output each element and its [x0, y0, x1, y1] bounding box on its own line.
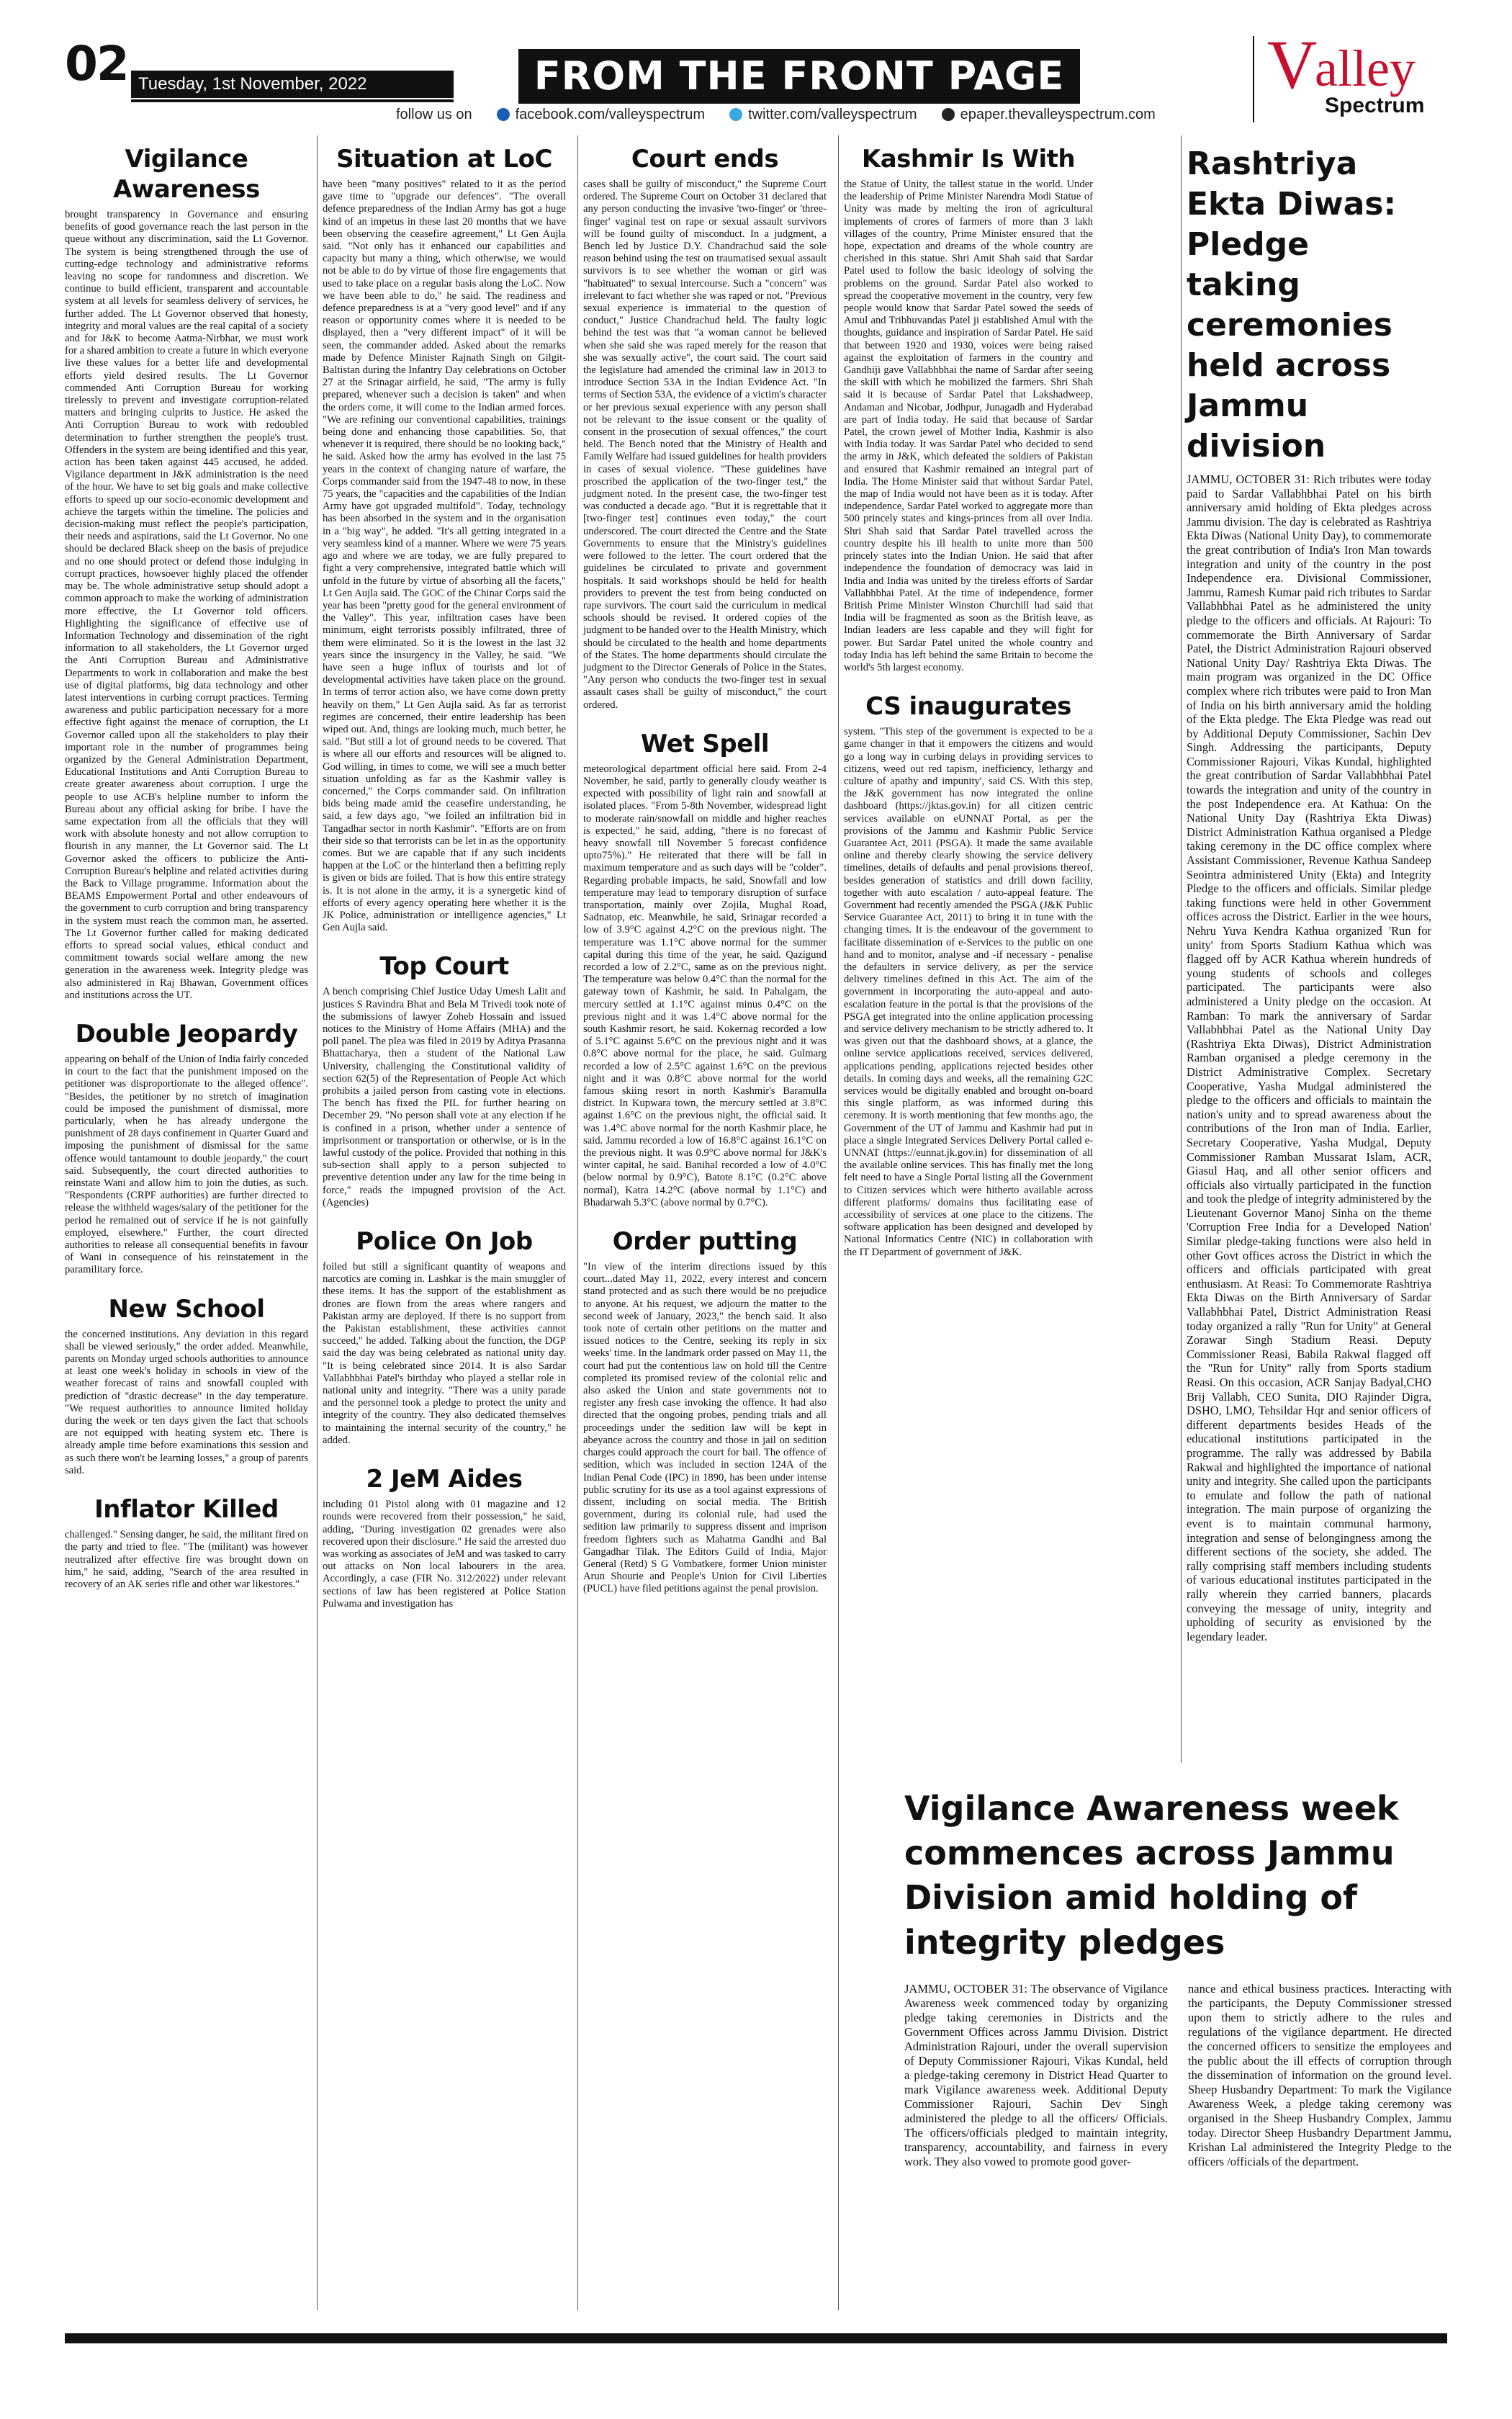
headline-inflator-killed: Inflator Killed	[94, 1495, 279, 1525]
logo-v: V	[1267, 26, 1318, 103]
epaper-icon	[942, 108, 955, 121]
headline-court-ends: Court ends	[631, 145, 779, 174]
newspaper-logo	[1253, 26, 1447, 130]
column-5	[1187, 144, 1431, 1643]
column-divider	[317, 135, 318, 2310]
column-1	[65, 144, 308, 1591]
article-inflator-killed: challenged." Sensing danger, he said, the militant fired on the party and tried to flee. "The (militant) was however neutralized after effective fire was brought down on him," he said, adding, "Search of the area resulted in recovery of an AK series rifle and other war likestores."	[65, 1529, 308, 1590]
column-3	[583, 144, 827, 1596]
logo-divider	[1253, 36, 1254, 122]
facebook-text: facebook.com/valleyspectrum	[515, 106, 706, 122]
headline-new-school: New School	[108, 1294, 265, 1324]
column-2	[323, 144, 566, 1610]
column-divider	[1181, 135, 1182, 1763]
headline-police-on-job: Police On Job	[356, 1227, 533, 1257]
headline-vigilance-awareness: Vigilance Awareness	[113, 145, 260, 204]
twitter-link[interactable]	[729, 107, 917, 123]
column-4	[844, 144, 1093, 1259]
article-vigilance-awareness: brought transparency in Governance and ensuring benefits of good governance reach the last person in the queue without any discrimination, said the Lt Governor. The system is being strengthened through the use of cutting-edge technology and administrative reforms leaving no scope for randomness and discretion. We continue to build efficient, transparent and accountable system at all levels for seamless delivery of services, he further added. The Lt Governor observed that honesty, integrity and moral values are the real capital of a society and for J&K to become Aatma-Nirbhar, we must work for a shared ambition to create a future in which everyone live these values for a better life and developmental efforts yield desired results. The Lt Governor commended Anti Corruption Bureau for working tirelessly to prevent and investigate corruption-related matters and bringing culprits to Justice. He asked the Anti Corruption Bureau to work with redoubled determination to further strengthen the people's trust. Offenders in the system are being identified and this year, action has been taken against 445 accused, he added. Vigilance department in J&K administration is the need of the hour. We have to set big goals and make collective efforts to speed up our socio-economic development and achieve the targets within the timeline. The policies and decision-making must reflect the people's participation, their needs and aspirations, said the Lt Governor. No one should be declared Black sheep on the basis of prejudice and no one should protect or defend those indulging in corrupt practices, howsoever highly placed the offender may be. The whole administrative setup should adopt a common approach to make the working of administration more effective, the Lt Governor told officers. Highlighting the significance of effective use of Information Technology and dissemination of the right information to all stakeholders, the Lt Governor urged the Anti Corruption Bureau and Administrative Departments to work in collaboration and make the best use of digital platforms, big data technology and other latest interventions in curbing corrupt practices. Terming awareness and public participation necessary for a more effective fight against the menace of corruption, the Lt Governor called upon all the stakeholders to play their important role in the number of programmes being organized by the General Administration Department, Educational Institutions and Anti Corruption Bureau to create greater awareness about corruption. I urge the people to use ACB's helpline number to inform the Bureau about any official asking for bribe. I have the same expectation from all the officials that they will work with absolute honesty and not allow corruption to flourish in any manner, the Lt Governor said. The Lt Governor asked the officers to publicize the Anti-Corruption Bureau's helpline and related activities during the Back to Village programme. Information about the BEAMS Empowerment Portal and other endeavours of the government to curb corruption and bring transparency in the system must reach the common man, he asserted. The Lt Governor further called for making dedicated efforts to spread social values, ethical conduct and commitment towards social welfare among the new generation in the awareness week. Integrity pledge was also administered in Raj Bhawan, Government offices and institutions across the UT.	[65, 209, 308, 1001]
masthead	[65, 26, 1447, 130]
headline-kashmir-is-with: Kashmir Is With	[861, 145, 1076, 174]
article-cs-inaugurates: system. "This step of the government is expected to be a game changer in that it empowers the citizens and would go a long way in curbing delays in providing services to citizens, weed out red tapism, inefficiency, lethargy and culture of apathy and impunity', said CS. With this step, the J&K government has now integrated the online dashboard (https://jktas.gov.in) for all citizen centric services available on eUNNAT Portal, as per the provisions of the Jammu and Kashmir Public Service Guarantee Act, 2011 (PSGA). It made the same available online and thereby clearly showing the service delivery timelines, details of defaults and penal provisions thereof, besides generation of statistics and drill down facility, together with auto escalation / auto-appeal feature. The Government had recently amended the PSGA (J&K Public Service Guarantee Act, 2011) to bring it in tune with the changing times. It is the endeavour of the government to facilitate dissemination of e-Services to the public on one hand and to monitor, analyse and -if necessary - penalise the defaulters in service delivery, as per the service delivery timelines defined in this Act. The aim of the government in incorporating the auto-appeal and auto-escalation feature in the portal is that the provisions of the PSGA get integrated into the online application processing and service delivery mechanism to be strictly adhered to. It was given out that the dashboard shows, at a glance, the online service applications received, services delivered, applications pending, applications rejected besides other details. In coming days and weeks, all the remaining G2C services would be digitally enabled and brought on-board this single platform, as was informed during this ceremony. It is worth mentioning that few months ago, the Government of the UT of Jammu and Kashmir had put in place a single Integrated Services Delivery Portal called e-UNNAT (https://eunnat.jk.gov.in) for dissemination of all the available online services. This has finally met the long felt need to have a Single Portal listing all the Government to Citizen services which were hitherto available across different platforms/ domains thus facilitating ease of accessibility of services at one place to the citizens. The software application has been designed and developed by National Informatics Centre (NIC) in collaboration with the IT Department of government of J&K.	[844, 726, 1093, 1258]
headline-double-jeopardy: Double Jeopardy	[75, 1020, 298, 1049]
twitter-text: twitter.com/valleyspectrum	[748, 106, 917, 122]
headline-cs-inaugurates: CS inaugurates	[865, 692, 1071, 722]
article-jem-aides: including 01 Pistol along with 01 magazine and 12 rounds were recovered from their possession," he said, adding, "During investigation 02 grenades were also recovered upon their disclosure." He said the arrested duo was working as associates of JeM and was tasked to carry out attacks on Non local labourers in the area. Accordingly, a case (FIR No. 312/2022) under relevant sections of law has been registered at Police Station Pulwama and investigation has	[323, 1499, 566, 1610]
section-title: FROM THE FRONT PAGE	[518, 49, 1080, 104]
headline-situation-at-loc: Situation at LoC	[336, 145, 552, 174]
article-police-on-job: foiled but still a significant quantity of weapons and narcotics are coming in. Lashkar is the main smuggler of these items. It has the support of the establishment as drones are flown from the areas where rangers and Pakistan army are deployed. If there is no support from the Pakistan establishment, these activities cannot succeed," he added. Talking about the function, the DGP said the day was being celebrated as national unity day. "It is being celebrated since 2014. It is also Sardar Vallabhbhai Patel's birthday who played a stellar role in national unity and integrity. "There was a unity parade and the personnel took a pledge to protect the unity and integrity of the country. They also dedicated themselves to maintaining the internal security of the country," he added.	[323, 1261, 566, 1446]
headline-rashtriya-ekta-diwas: Rashtriya Ekta Diwas: Pledge taking ceremonies held across Jammu division	[1187, 145, 1397, 464]
article-rashtriya-ekta-diwas: JAMMU, OCTOBER 31: Rich tributes were today paid to Sardar Vallabhbhai Patel on his birth anniversary amid holding of Ekta pledges across Jammu division. The day is celebrated as Rashtriya Ekta Diwas (National Unity Day), to commemorate the great contribution of India's Iron Man towards integration and unity of the country in the post Independence era. Divisional Commissioner, Jammu, Ramesh Kumar paid rich tributes to Sardar Vallabhbhai Patel as he administered the unity pledge to the officers and officials. At Rajouri: To commemorate the Birth Anniversary of Sardar Patel, the District Administration Rajouri observed National Unity Day/ Rashtriya Ekta Diwas. The main program was organized in the DC Office complex where rich tributes were paid to Iron Man of India on his birth anniversary amid the holding of the Ekta pledge. The Ekta Pledge was read out by Additional Deputy Commissioner, Sachin Dev Singh. Addressing the participants, Deputy Commissioner Rajouri, Vikas Kundal, highlighted the great contribution of Sardar Vallabhbhai Patel towards the integration and unity of the country in the post Independence era. At Kathua: On the National Unity Day (Rashtriya Ekta Diwas) District Administration Kathua organised a Pledge taking ceremony in the DC office complex where Assistant Commissioner, Revenue Kathua Sandeep Seointra administered Unity (Ekta) and Integrity Pledge to the officers and officials. Similar pledge taking functions were held in other Government offices across the District. Earlier in the wee hours, Nehru Yuva Kendra Kathua organized 'Run for unity' from Sports Stadium Kathua which was flagged off by ACR Kathua wherein hundreds of young students of schools and colleges participated. The participants were also administered a Unity pledge on the occasion. At Ramban: To mark the anniversary of Sardar Vallabhbhai Patel as the National Unity Day (Rashtriya Ekta Diwas), District Administration Ramban organised a pledge ceremony in the District Administrative Complex. Secretary Cooperative, Yasha Mudgal administered the pledge to the officers and officials to maintain the nation's unity and to spread awareness about the contributions of the Iron man of India. Earlier, Secretary Cooperative, Yasha Mudgal, Deputy Commissioner Ramban Mussarat Islam, ACR, Giasul Haq, and all other senior officers and officials also virtually participated in the function and took the pledge of integrity administered by the Lieutenant Governor Manoj Sinha on the theme 'Corruption Free India for a Developed Nation' Similar pledge-taking functions were also held in other Govt offices across the District in which the officers and officials participated with great enthusiasm. At Reasi: To Commemorate Rashtriya Ekta Diwas on the Birth Anniversary of Sardar Vallabhbhai Patel, District Administration Reasi today organized a rally "Run for Unity" at General Zorawar Singh Stadium Reasi. Deputy Commissioner Reasi, Babila Rakwal flagged off the "Run for Unity" rally from Sports stadium Reasi. On this occasion, ACR Sanjay Badyal,CHO Brij Vallabh, CEO Sunita, DIO Rajinder Digra, DSHO, LMO, Tehsildar Hqr and senior officers of different departments besides Heads of the educational institutions participated in the programme. The rally was addressed by Babila Rakwal and highlighted the importance of national unity and integrity. She called upon the participants to emulate and follow the path of national integration. The main purpose of organizing the event is to maintain communal harmony, integration and sense of belongingness among the different sections of the society, she added. The rally comprising staff members including students of various educational institutes participated in the rally wherein they carried banners, placards conveying the message of unity, integrity and upholding of security as envisioned by the legendary leader.	[1187, 472, 1431, 1643]
article-double-jeopardy: appearing on behalf of the Union of India fairly conceded in court to the fact that the punishment imposed on the petitioner was disproportionate to the alleged offence". "Besides, the petitioner by no stretch of imagination could be imposed the punishment of dismissal, more particularly, when he has already undergone the punishment of 28 days confinement in Quarter Guard and imposing the punishment of dismissal for the same offence would tantamount to double jeopardy," the court said. Subsequently, the court directed authorities to reinstate Wani and allow him to join the duties, as such. "Respondents (CRPF authorities) are further directed to release the withheld wages/salary of the petitioner for the period he remained out of service if he is not gainfully employed, elsewhere." Further, the court directed authorities to release all consequential benefits in favour of Wani in consequence of his reinstatement in the paramilitary force.	[65, 1054, 308, 1276]
article-vigilance-week	[904, 1982, 1452, 2169]
issue-date: Tuesday, 1st November, 2022	[131, 71, 454, 98]
headline-top-court: Top Court	[379, 952, 509, 982]
headline-order-putting: Order putting	[612, 1227, 798, 1257]
social-links	[396, 104, 1260, 125]
article-top-court: A bench comprising Chief Justice Uday Umesh Lalit and justices S Ravindra Bhat and Bela M Trivedi took note of the submissions of lawyer Zoheb Hossain and issued notices to the Ministry of Home Affairs (MHA) and the poll panel. The plea was filed in 2019 by Aditya Prasanna Bhattacharya, then a student of the National Law University, challenging the Constitutional validity of section 62(5) of the Representation of People Act which prohibits a jailed person from casting vote in elections. The bench has fixed the PIL for further hearing on December 29. "No person shall vote at any election if he is confined in a prison, whether under a sentence of imprisonment or transportation or otherwise, or is in the lawful custody of the police. Provided that nothing in this sub-section shall apply to a person subjected to preventive detention under any law for the time being in force," reads the impugned provision of the Act. (Agencies)	[323, 986, 566, 1208]
article-wet-spell: meteorological department official here said. From 2-4 November, he said, partly to generally cloudy weather is expected with possibility of light rain and snowfall at isolated places. "From 5-8th November, widespread light to moderate rain/snowfall on middle and higher reaches is expected," he said, adding, "there is no forecast of heavy snowfall till November 5 forecast confidence upto75%)." He reiterated that there will be fall in maximum temperature and as such days will be "colder". Regarding probable impacts, he said, Snowfall and low temperature may lead to temporary disruption of surface transportation, mainly over Zojila, Mughal Road, Sadnatop, etc. Meanwhile, he said, Srinagar recorded a low of 3.9°C against 4.2°C on the previous night. The temperature was 1.1°C above normal for the summer capital during this time of the year, he said. Qazigund recorded a low of 2.2°C, same as on the previous night. The temperature was below 0.4°C than the normal for the gateway town of Kashmir, he said. In Pahalgam, the mercury settled at 1.1°C against minus 0.4°C on the previous night and it was 1.4°C above normal for the south Kashmir resort, he said. Kokernag recorded a low of 5.1°C against 5.6°C on the previous night and it was 0.8°C above normal for the place, he said. Gulmarg recorded a low of 2.5°C against 1.6°C on the previous night and it was 0.8°C above normal for the world famous skiing resort in north Kashmir's Baramulla district. In Kupwara town, the mercury settled at 3.8°C against 1.6°C on the previous night, the official said. It was 1.4°C above normal for the north Kashmir place, he said. Jammu recorded a low of 16.8°C against 16.1°C on the previous night. It was 0.9°C above normal for J&K's winter capital, he said. Banihal recorded a low of 4.0°C (below normal by 0.9°C), Batote 8.1°C (0.2°C above normal), Katra 14.2°C (above normal by 1.1°C) and Bhadarwah 5.3°C (above normal by 0.7°C).	[583, 763, 827, 1208]
follow-label: follow us on	[396, 106, 472, 122]
article-vigilance-week-right: nance and ethical business practices. Interacting with the participants, the Deputy Commissioner stressed upon them to strictly adhere to the rules and regulations of the vigilance department. He directed the concerned officers to sensitize the employees and the public about the ill effects of corruption through the dissemination of information on the ground level. Sheep Husbandry Department: To mark the Vigilance Awareness Week, a pledge taking ceremony was organised in the Sheep Husbandry Complex, Jammu today. Director Sheep Husbandry Department Jammu, Krishan Lal administered the Integrity Pledge to the officers /officials of the department.	[1188, 1982, 1452, 2168]
article-order-putting: "In view of the interim directions issued by this court...dated May 11, 2022, every interest and concern stand protected and as such there would be no prejudice to anyone. At his request, we adjourn the matter to the second week of January, 2023," the bench said. It also took note of certain other petitions on the matter and issued notices to the Centre, seeking its reply in six weeks' time. In the landmark order passed on May 11, the court had put the contentious law on hold till the Centre completed its promised review of the colonial relic and also asked the Union and state governments not to register any fresh case invoking the offence. It had also directed that the ongoing probes, pending trials and all proceedings under the sedition law will be kept in abeyance across the country and those in jail on sedition charges could approach the court for bail. The offence of sedition, which was included in section 124A of the Indian Penal Code (IPC) in 1890, has been under intense public scrutiny for its use as a tool against expressions of dissent, including on social media. The British government, during its colonial rule, had used the sedition law primarily to suppress dissent and imprison freedom fighters such as Mahatma Gandhi and Bal Gangadhar Tilak. The Editors Guild of India, Major General (Retd) S G Vombatkere, former Union minister Arun Shourie and People's Union for Civil Liberties (PUCL) have filed petitions against the penal provision.	[583, 1261, 827, 1595]
article-kashmir-is-with: the Statue of Unity, the tallest statue in the world. Under the leadership of Prime Minister Narendra Modi Statue of Unity was made by melting the iron of agricultural implements of crores of farmers of more than 3 lakh villages of the country, Prime Minister ensured that the hope, expectation and dreams of the whole country are cherished in this statue. Shri Amit Shah said that Sardar Patel used to follow the basic ideology of solving the problems on the ground. Sardar Patel also worked to spread the cooperative movement in the country, very few people would know that Sardar Patel sowed the seeds of Amul and Tribhuvandas Patel ji established Amul with the thoughts, guidance and inspiration of Sardar Patel. He said that between 1920 and 1930, voices were being raised against the exploitation of farmers in the country and Gandhiji gave Vallabhbhai the name of Sardar after seeing the skill with which he mobilized the farmers. Shri Shah said it is because of Sardar Patel that Lakshadweep, Andaman and Nicobar, Jodhpur, Junagadh and Hyderabad are part of India today. He said that because of Sardar Patel, the crown jewel of Mother India, Kashmir is also with India today. It was Sardar Patel who decided to send the army in J&K, which defeated the soldiers of Pakistan and ensured that Kashmir remained an integral part of India. The Home Minister said that without Sardar Patel, the map of India would not have been as it is today. After independence, Sardar Patel worked to aggregate more than 500 princely states and kings-princes from all over India. Shri Shah said that Sardar Patel travelled across the country despite his ill health to unite more than 500 princely states into the Indian Union. He said that after independence the foundation of democracy was laid in India and India was united by the tireless efforts of Sardar Vallabhbhai Patel. At the time of independence, former British Prime Minister Winston Churchill had said that India will be fragmented as soon as the British leave, as Indian leaders are less capable and they will fight for power. But Sardar Patel united the whole country and today India has left behind the same Britain to become the world's 5th largest economy.	[844, 179, 1093, 673]
footer-rule	[65, 2333, 1447, 2343]
logo-name: alley	[1315, 40, 1416, 97]
date-underline	[131, 99, 454, 102]
facebook-link[interactable]	[497, 107, 705, 123]
facebook-icon	[497, 108, 510, 121]
epaper-text: epaper.thevalleyspectrum.com	[960, 106, 1156, 122]
headline-wet-spell: Wet Spell	[640, 729, 770, 758]
logo-subtitle: Spectrum	[1325, 94, 1425, 117]
article-court-ends: cases shall be guilty of misconduct," the Supreme Court ordered. The Supreme Court on October 31 declared that any person conducting the invasive 'two-finger' or 'three-finger' vaginal test on rape or sexual assault survivors will be found guilty of misconduct. In a judgment, a Bench led by Justice D.Y. Chandrachud said the sole reason behind using the test on traumatised sexual assault survivors is to see whether the woman or girl was "habituated" to sexual intercourse. Such a "concern" was irrelevant to fact whether she was raped or not. "Previous sexual experience is immaterial to the question of conduct," Justice Chandrachud held. The faulty logic behind the test was that "a woman cannot be believed when she said she was raped merely for the reason that she was sexually active", the court said. The court said the legislature had amended the criminal law in 2013 to introduce Section 53A in the Indian Evidence Act. "In terms of Section 53A, the evidence of a victim's character or her previous sexual experience with any person shall not be relevant to the issue consent or the quality of consent in the prosecution of sexual offences," the court held. The Bench noted that the Ministry of Health and Family Welfare had issued guidelines for health providers in cases of sexual violence. "These guidelines have proscribed the application of the two-finger test," the judgment noted. In the present case, the two-finger test was conducted a decade ago. "But it is regrettable that it [two-finger test] continues even today," the court underscored. The court directed the Centre and the State Governments to ensure that the Ministry's guidelines were followed to the letter. The court ordered that the guidelines be circulated to private and government hospitals. It said workshops should be held for health providers to prevent the test from being conducted on rape survivors. The court said the curriculum in medical schools should be revised. It ordered copies of the judgment to be handed over to the Health Ministry, which should be circulated to the health and home departments of the States. The home departments should circulate the judgment to the Director Generals of Police in the States. "Any person who conducts the two-finger test in sexual assault cases shall be guilty of misconduct," the court ordered.	[583, 179, 827, 711]
page-number: 02	[65, 36, 128, 91]
twitter-icon	[729, 108, 742, 121]
article-situation-at-loc: have been "many positives" related to it as the period gave time to "upgrade our defences". "The overall defence preparedness of the Indian Army has got a huge kind of an impetus in these last 20 months that we have been observing the ceasefire agreement," Lt Gen Aujla said. "Not only has it enhanced our capabilities and capacity but many a thing, which otherwise, we would not be able to do by virtue of those fire engagements that used to take place on a regular basis along the LoC. Now we have been able to do," he said. The readiness and defence preparedness is at a "very good level" and if any reason or opportunity comes where it is needed to be displayed, then a "very different impact" of it will be seen, the commander added. Asked about the remarks made by Defence Minister Rajnath Singh on Gilgit-Baltistan during the Infantry Day celebrations on October 27 at the Srinagar airfield, he said, "The army is fully prepared, whenever such a decision is taken" and when the orders come, it will come to the Indian armed forces. "We are refining our conventional capabilities, trainings being done and enhancing those capabilities. So, that whenever it is required, there should be no looking back," he said. Asked how the army has evolved in the last 75 years in the context of changing nature of warfare, the Corps commander said from the 1947-48 to now, in these 75 years, the "capacities and the capabilities of the Indian Army have got upgraded multifold". Today, technology has been absorbed in the system and in the organisation in a "big way", he added. "It's all getting integrated in a very seamless kind of a manner. Where we were 75 years ago and where we are today, we are fully prepared to fight a very comprehensive, integrated battle which will unfold in the future by virtue of absorbing all the facets," Lt Gen Aujla said. The GOC of the Chinar Corps said the year has been "pretty good for the general environment of the Valley". This year, infiltration cases have been minimum, eight terrorists possibly infiltrated, three of them were eliminated. So it is the lowest in the last 32 years since the insurgency in the Valley, he said. "We have seen a huge influx of tourists and lot of developmental activities have taken place on the ground. In terms of terror action also, we have come down pretty heavily on them," Lt Gen Aujla said. As far as terrorist regimes are concerned, their entire leadership has been wiped out. And, things are looking much, much better, he said. "But still a lot of ground needs to be covered. That is where all our efforts and resources will be aligned to. God willing, in times to come, we will see a much better situation unfolding as far as the Kashmir valley is concerned," the Corps commander said. On infiltration bids being made amid the ceasefire understanding, he said, a few days ago, "we foiled an infiltration bid in Tangadhar sector in north Kashmir". "Efforts are on from their side so that terrorists can be let in as the opportunity comes. But we are capable that if any such incidents happen at the LoC or the hinterland then a befitting reply is given or bids are foiled. That is how this entire strategy is. It is not alone in the army, it is a synergetic kind of efforts of every agency operating here whether it is the JK Police, administration or intelligence agencies," Lt Gen Aujla said.	[323, 179, 566, 934]
epaper-link[interactable]	[942, 107, 1156, 123]
headline-vigilance-week: Vigilance Awareness week commences across Jammu Division amid holding of integrity pledges	[904, 1789, 1399, 1962]
headline-jem-aides: 2 JeM Aides	[366, 1465, 523, 1494]
column-divider	[577, 135, 578, 2310]
article-vigilance-week-left: JAMMU, OCTOBER 31: The observance of Vigilance Awareness week commenced today by organizing pledge taking ceremonies in Districts and the Government Offices across Jammu Division. District Administration Rajouri, under the overall supervision of Deputy Commissioner Rajouri, Vikas Kundal, held a pledge-taking ceremony in District Head Quarter to mark Vigilance awareness week. Additional Deputy Commissioner Rajouri, Sachin Dev Singh administered the pledge to all the officers/ Officials. The officers/officials pledged to maintain integrity, transparency, accountability, and fairness in every work. They also vowed to promote good gover-	[904, 1982, 1168, 2168]
column-divider	[838, 135, 839, 2310]
article-new-school: the concerned institutions. Any deviation in this regard shall be viewed seriously," the order added. Meanwhile, parents on Monday urged schools authorities to announce at least one week's holiday in schools in view of the weather forecast of rains and snowfall coupled with prediction of "drastic decrease" in the day temperature. "We request authorities to announce limited holiday during the week or ten days given the fact that schools are not equipped with heating system etc. There is already ample time before examinations this session and as such there won't be learning losses," a group of parents said.	[65, 1328, 308, 1476]
